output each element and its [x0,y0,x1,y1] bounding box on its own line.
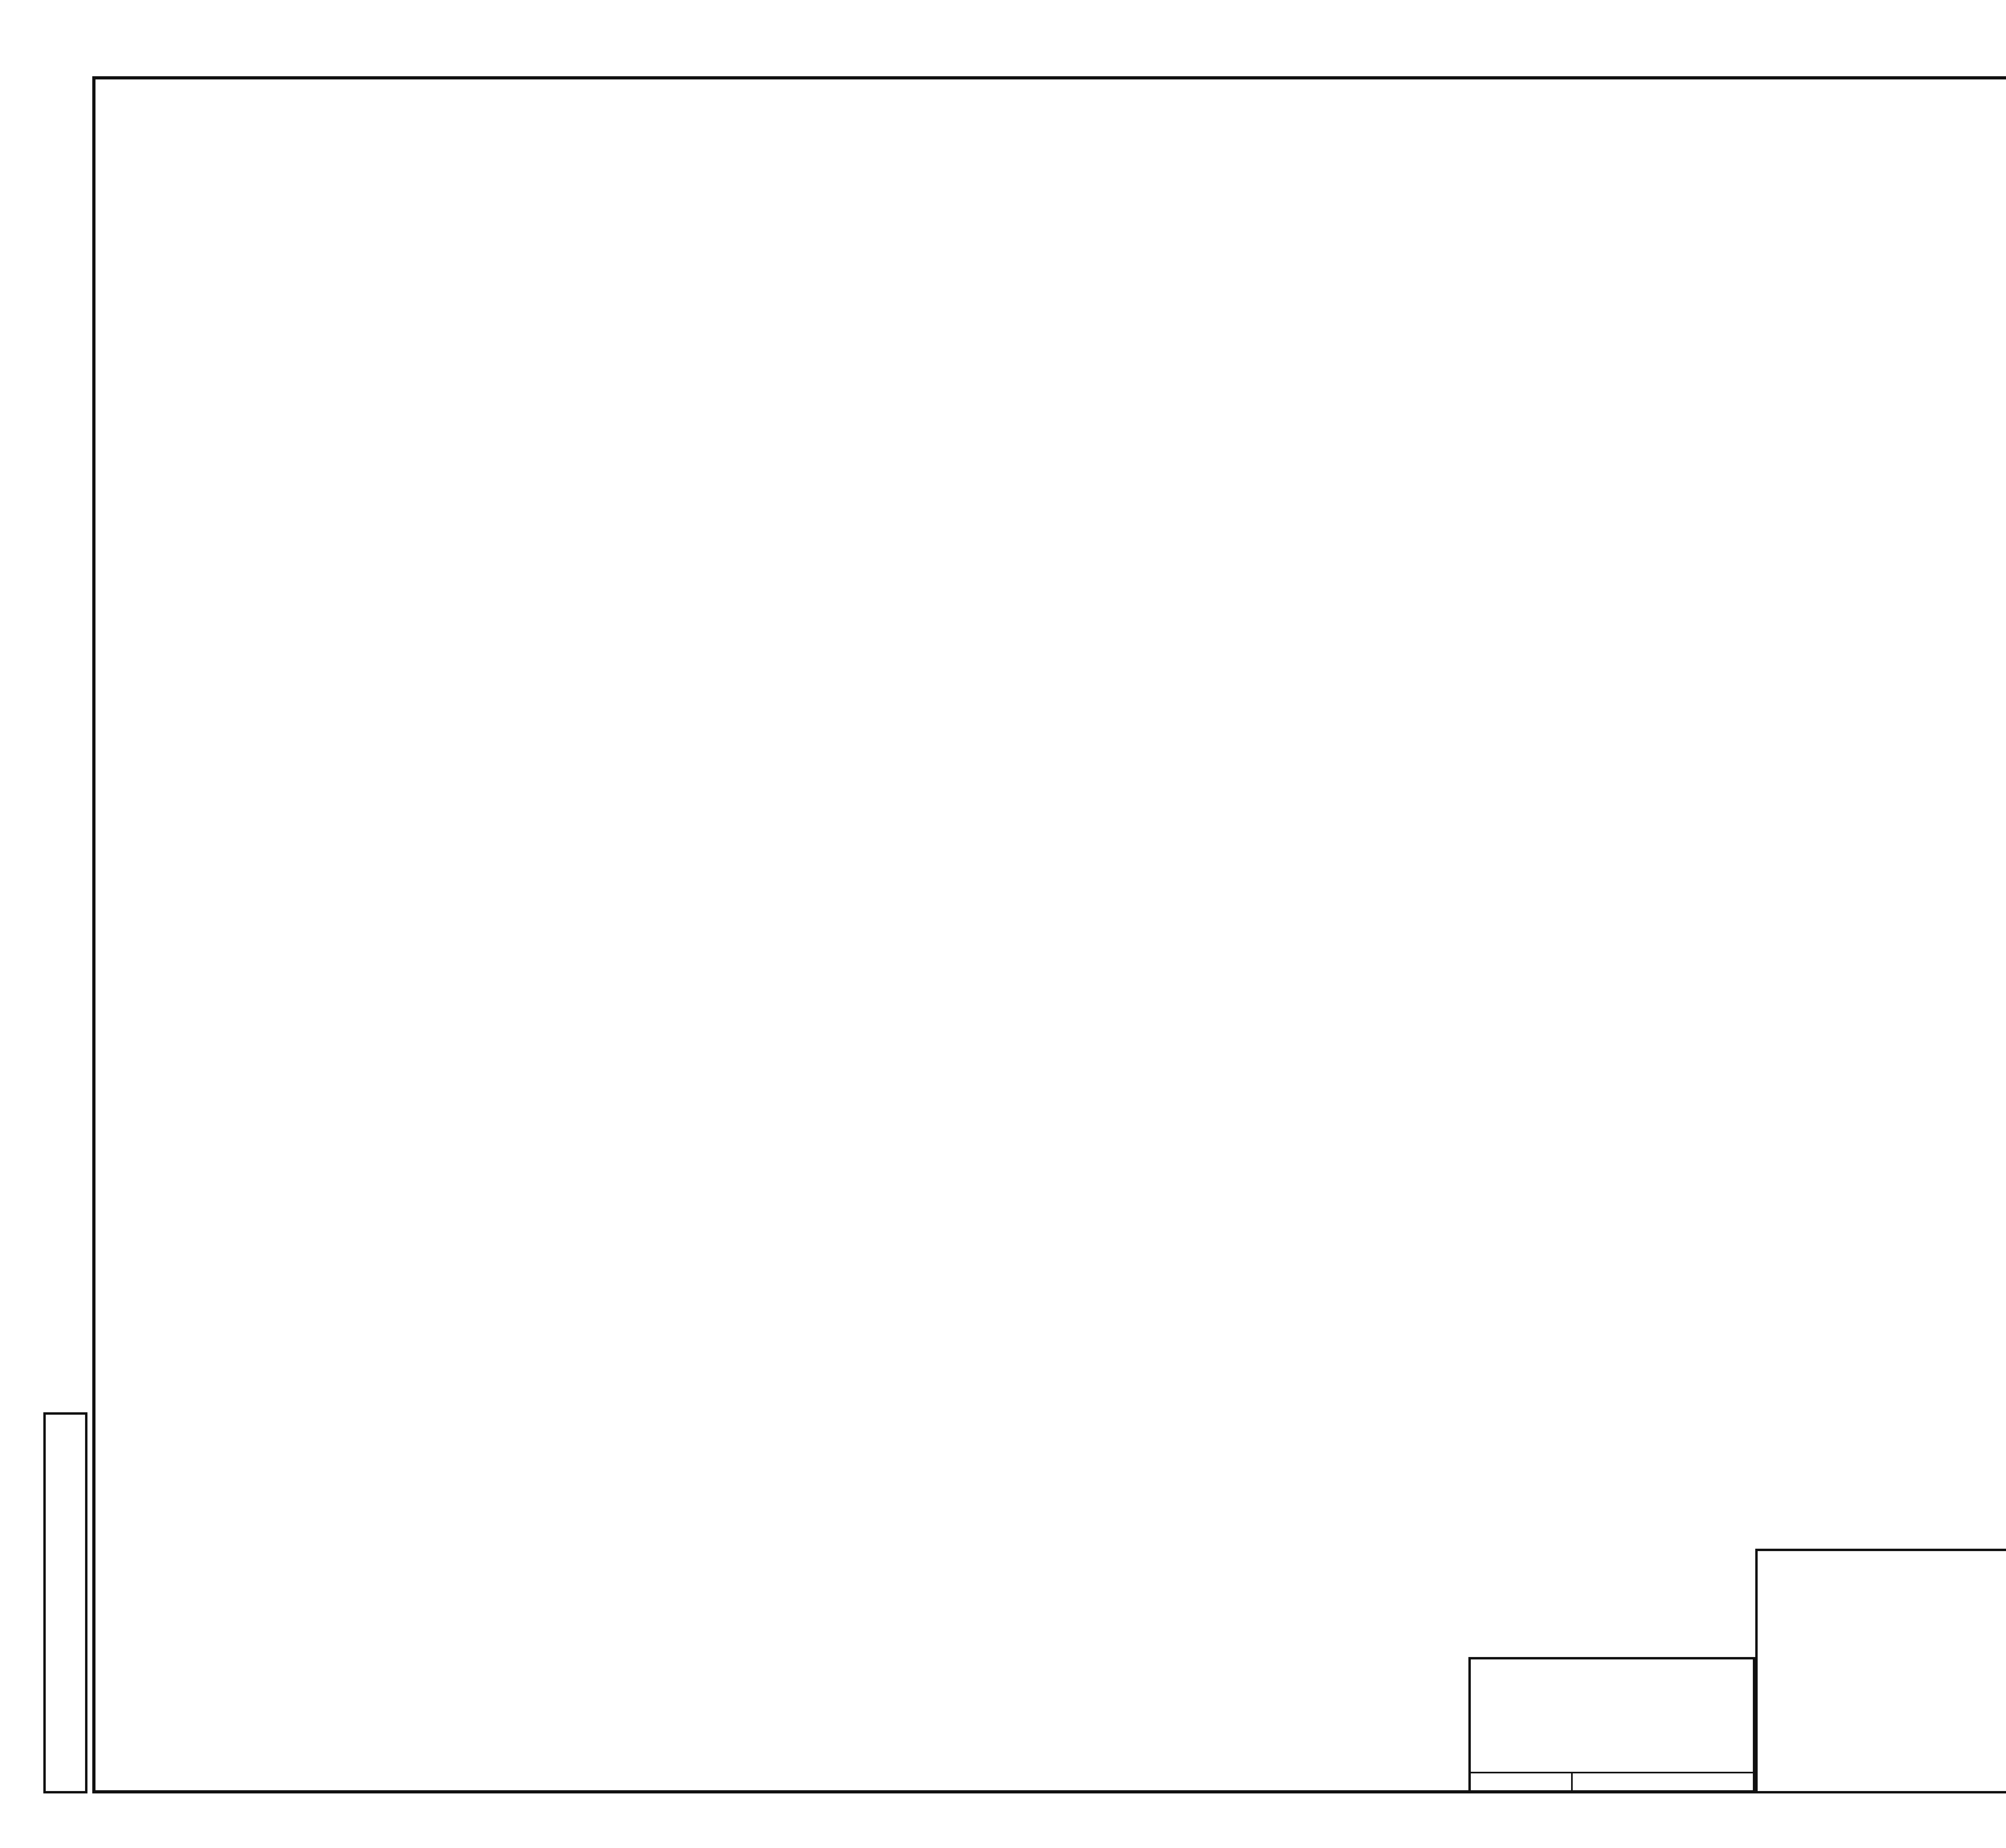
binding-block [1468,1657,1755,1793]
binding-line [1471,1772,1753,1773]
drawing-frame [92,76,2006,1793]
title-block [1755,1549,2006,1793]
binding-vline [1571,1772,1573,1792]
left-stamp [43,1412,87,1793]
